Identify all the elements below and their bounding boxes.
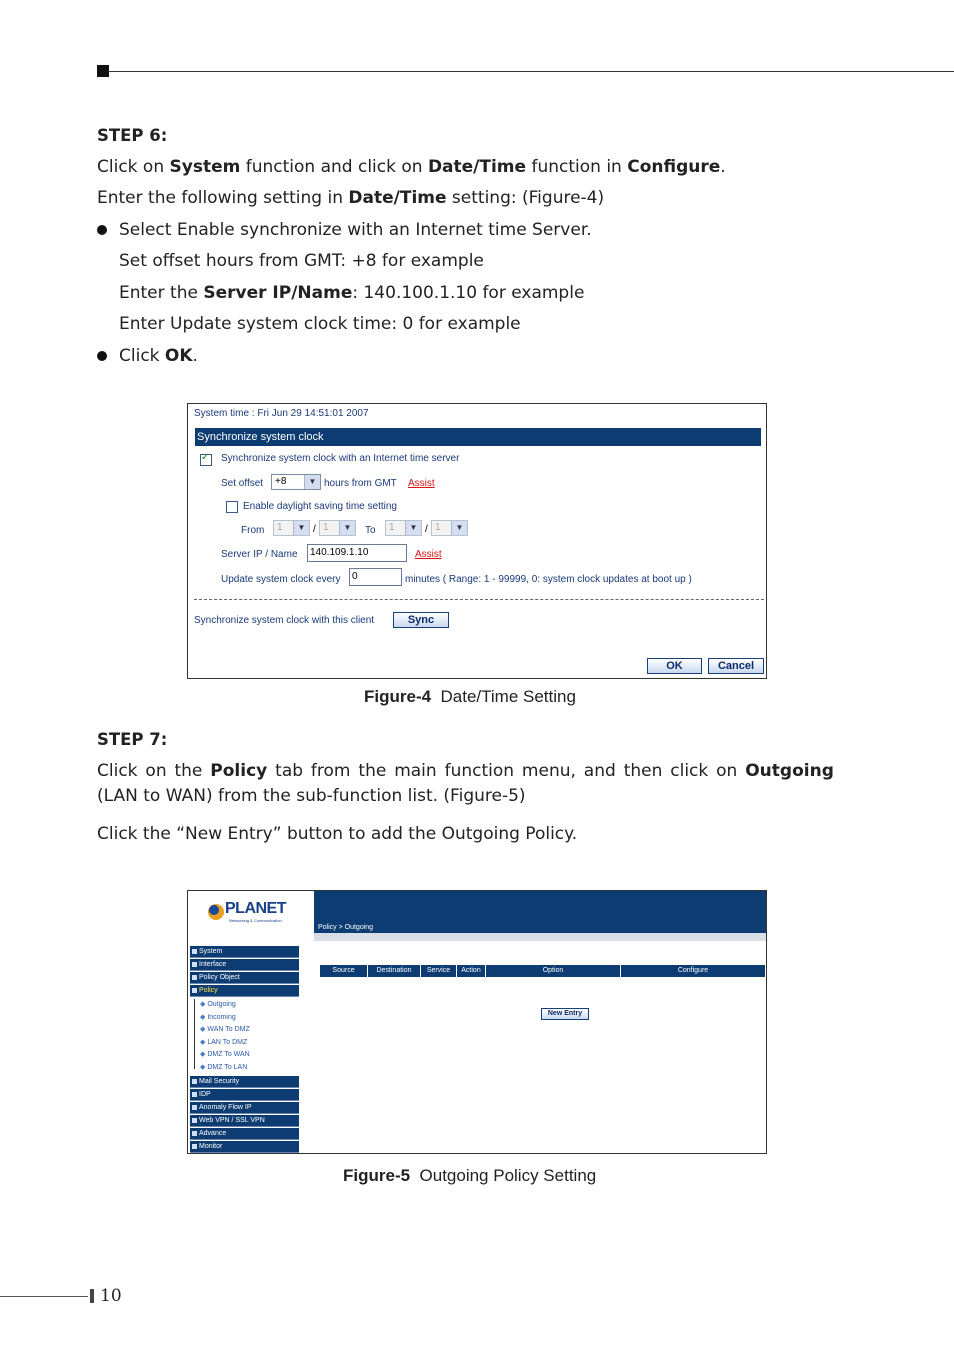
to-day-select[interactable]: 1 ▼ — [431, 520, 468, 536]
cancel-button[interactable]: Cancel — [708, 658, 764, 674]
sync-checkbox[interactable] — [200, 454, 212, 466]
update-minutes-input[interactable]: 0 — [349, 568, 402, 586]
page-number: 10 — [100, 1286, 122, 1306]
new-entry-button[interactable]: New Entry — [541, 1008, 589, 1020]
menu-advance[interactable]: Advance — [190, 1128, 299, 1140]
col-destination: Destination — [368, 965, 421, 977]
daylight-label: Enable daylight saving time setting — [243, 501, 397, 512]
submenu-outgoing[interactable]: ◆ Outgoing — [200, 1001, 236, 1008]
col-action: Action — [457, 965, 486, 977]
submenu-dmz-to-wan[interactable]: ◆ DMZ To WAN — [200, 1051, 250, 1058]
footer-bar — [90, 1289, 94, 1303]
step6-line2: Enter the following setting in Date/Time setting: (Figure-4) — [97, 188, 605, 208]
server-ip-name-label: Server IP / Name — [221, 549, 298, 560]
sync-checkbox-label: Synchronize system clock with an Internet time server — [221, 453, 460, 464]
logo-text: PLANET — [225, 900, 286, 917]
step6-sub1: Set offset hours from GMT: +8 for example — [119, 251, 484, 271]
figure5-caption: Figure-5 Outgoing Policy Setting — [343, 1166, 597, 1185]
menu-system[interactable]: System — [190, 946, 299, 958]
update-clock-label: Update system clock every — [221, 574, 341, 585]
step6-heading: STEP 6: — [97, 126, 168, 145]
dashed-divider — [194, 599, 764, 600]
menu-policy-object[interactable]: Policy Object — [190, 972, 299, 984]
step7-line2: (LAN to WAN) from the sub-function list. (Figure-5) — [97, 786, 526, 806]
figure5-policy-screen — [187, 890, 767, 1154]
offset-assist-link[interactable]: Assist — [408, 478, 435, 489]
to-label: To — [365, 525, 376, 536]
sub-banner — [314, 933, 766, 941]
slash-separator: / — [313, 524, 316, 535]
step6-sub3: Enter Update system clock time: 0 for example — [119, 314, 521, 334]
slash-separator: / — [425, 524, 428, 535]
bullet-dot — [97, 351, 107, 361]
from-month-select[interactable]: 1 ▼ — [273, 520, 310, 536]
bullet-dot — [97, 225, 107, 235]
breadcrumb: Policy > Outgoing — [318, 924, 374, 931]
submenu-wan-to-dmz[interactable]: ◆ WAN To DMZ — [200, 1026, 250, 1033]
daylight-checkbox[interactable] — [226, 501, 238, 513]
step7-heading: STEP 7: — [97, 730, 168, 749]
offset-select[interactable]: +8 ▼ — [271, 474, 321, 490]
menu-web-vpn[interactable]: Web VPN / SSL VPN — [190, 1115, 299, 1127]
logo-tagline: Networking & Communication — [229, 918, 282, 923]
step6-bullet2: Click OK. — [119, 346, 198, 366]
top-banner — [314, 891, 766, 933]
step7-line3: Click the “New Entry” button to add the Outgoing Policy. — [97, 824, 578, 844]
server-assist-link[interactable]: Assist — [415, 549, 442, 560]
planet-logo — [188, 891, 314, 933]
ok-button[interactable]: OK — [647, 658, 702, 674]
figure4-caption: Figure-4 Date/Time Setting — [364, 687, 576, 706]
step6-line1: Click on System function and click on Date/Time function in Configure. — [97, 157, 726, 177]
col-service: Service — [421, 965, 457, 977]
header-rule — [108, 71, 954, 72]
server-ip-input[interactable]: 140.109.1.10 — [307, 544, 407, 562]
menu-interface[interactable]: Interface — [190, 959, 299, 971]
from-day-select[interactable]: 1 ▼ — [319, 520, 356, 536]
footer-rule — [0, 1296, 88, 1297]
chevron-down-icon: ▼ — [293, 521, 309, 535]
sync-client-label: Synchronize system clock with this client — [194, 615, 375, 626]
col-option: Option — [486, 965, 621, 977]
figure4-datetime-panel — [187, 403, 767, 679]
to-month-select[interactable]: 1 ▼ — [385, 520, 422, 536]
menu-policy[interactable]: Policy — [190, 985, 299, 997]
section-title-bar: Synchronize system clock — [195, 428, 761, 446]
menu-anomaly-flow-ip[interactable]: Anomaly Flow IP — [190, 1102, 299, 1114]
col-source: Source — [320, 965, 368, 977]
set-offset-label: Set offset — [221, 478, 264, 489]
step7-line1: Click on the Policy tab from the main function menu, and then click on Outgoing — [97, 761, 834, 781]
chevron-down-icon: ▼ — [339, 521, 355, 535]
chevron-down-icon: ▼ — [304, 475, 320, 489]
step6-sub2: Enter the Server IP/Name: 140.100.1.10 for example — [119, 283, 585, 303]
from-label: From — [241, 525, 265, 536]
system-time-label: System time : Fri Jun 29 14:51:01 2007 — [194, 408, 369, 419]
chevron-down-icon: ▼ — [405, 521, 421, 535]
menu-monitor[interactable]: Monitor — [190, 1141, 299, 1153]
minutes-range-label: minutes ( Range: 1 - 99999, 0: system clock updates at boot up ) — [405, 574, 692, 585]
tree-line — [194, 999, 195, 1069]
submenu-incoming[interactable]: ◆ Incoming — [200, 1014, 236, 1021]
sync-button[interactable]: Sync — [393, 612, 449, 628]
step6-bullet1: Select Enable synchronize with an Internet time Server. — [119, 220, 592, 240]
col-configure: Configure — [621, 965, 766, 977]
menu-mail-security[interactable]: Mail Security — [190, 1076, 299, 1088]
submenu-lan-to-dmz[interactable]: ◆ LAN To DMZ — [200, 1039, 248, 1046]
hours-from-gmt-label: hours from GMT — [324, 478, 397, 489]
menu-idp[interactable]: IDP — [190, 1089, 299, 1101]
chevron-down-icon: ▼ — [451, 521, 467, 535]
submenu-dmz-to-lan[interactable]: ◆ DMZ To LAN — [200, 1064, 248, 1071]
